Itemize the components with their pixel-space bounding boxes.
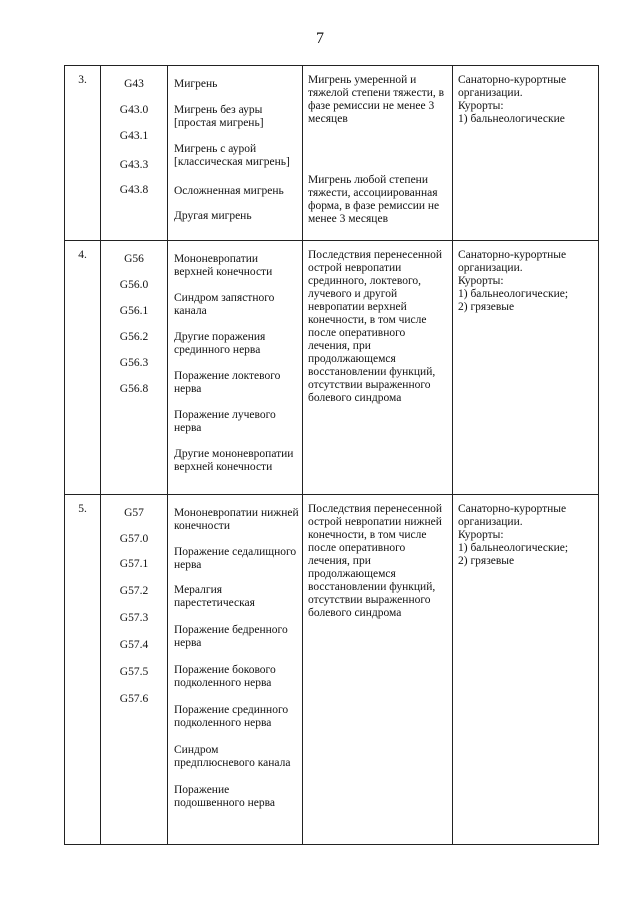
icd-code: G43.3: [119, 159, 149, 171]
condition-text: Последствия перенесенной острой невропатии срединного, локтевого, лучевого и другой невропатии верхней конечности, в том числе после оперативного лечения, при продолжающемся восстановлении функций, отсутствии выраженного болевого синдрома: [308, 249, 443, 404]
resort-line: Курорты:: [458, 529, 504, 541]
resort-cell: [453, 241, 599, 495]
resort-line: 1) бальнеологические;: [458, 542, 569, 554]
resort-line: Санаторно-курортные организации.: [458, 249, 567, 274]
resort-line: Санаторно-курортные организации.: [458, 74, 567, 99]
icd-code: G43.8: [119, 184, 149, 196]
condition-text: Мигрень умеренной и тяжелой степени тяжести, в фазе ремиссии не менее 3 месяцев: [308, 74, 445, 125]
diagnosis-name: Другие мононевропатии верхней конечности: [174, 448, 294, 473]
icd-code: G43.0: [119, 104, 149, 116]
diagnosis-name: Осложненная мигрень: [174, 185, 284, 197]
table-row: [65, 495, 599, 845]
icd-code: G56.8: [119, 383, 149, 395]
resort-line: 2) грязевые: [458, 301, 515, 313]
condition-text: Мигрень любой степени тяжести, ассоциированная форма, в фазе ремиссии не менее 3 месяцев: [308, 174, 440, 225]
treatment-table: [64, 65, 599, 845]
diagnosis-name: Поражение бедренного нерва: [174, 624, 288, 649]
icd-code: G56.3: [119, 357, 149, 369]
icd-code: G43.1: [119, 130, 149, 142]
icd-code: G43: [124, 78, 144, 90]
diagnosis-name: Другие поражения срединного нерва: [174, 331, 266, 356]
conditions-cell: [303, 495, 453, 845]
diagnosis-cell: [168, 66, 303, 241]
diagnosis-name: Поражение седалищного нерва: [174, 546, 297, 571]
diagnosis-name: Мигрень с аурой [классическая мигрень]: [174, 143, 290, 168]
icd-code: G56.2: [119, 331, 149, 343]
icd-code: G56.1: [119, 305, 149, 317]
code-cell: [101, 66, 168, 241]
diagnosis-name: Поражение срединного подколенного нерва: [174, 704, 289, 729]
diagnosis-name: Мералгия парестетическая: [174, 584, 255, 609]
table-row: [65, 66, 599, 241]
diagnosis-name: Поражение лучевого нерва: [174, 409, 276, 434]
resort-cell: [453, 66, 599, 241]
icd-code: G57.5: [119, 666, 149, 678]
conditions-cell: [303, 241, 453, 495]
diagnosis-cell: [168, 495, 303, 845]
diagnosis-name: Мигрень: [174, 78, 218, 90]
diagnosis-name: Синдром запястного канала: [174, 292, 275, 317]
icd-code: G57: [124, 507, 144, 519]
resort-line: Курорты:: [458, 275, 504, 287]
code-cell: [101, 495, 168, 845]
page-number: 7: [316, 30, 324, 47]
diagnosis-cell: [168, 241, 303, 495]
icd-code: G57.1: [119, 558, 149, 570]
diagnosis-name: Поражение локтевого нерва: [174, 370, 281, 395]
diagnosis-name: Поражение бокового подколенного нерва: [174, 664, 276, 689]
icd-code: G57.4: [119, 639, 149, 651]
icd-code: G56: [124, 253, 144, 265]
icd-code: G57.6: [119, 693, 149, 705]
resort-line: Санаторно-курортные организации.: [458, 503, 567, 528]
diagnosis-name: Мигрень без ауры [простая мигрень]: [174, 104, 264, 129]
resort-line: 1) бальнеологические;: [458, 288, 569, 300]
conditions-cell: [303, 66, 453, 241]
resort-line: Курорты:: [458, 100, 504, 112]
icd-code: G56.0: [119, 279, 149, 291]
code-cell: [101, 241, 168, 495]
icd-code: G57.2: [119, 585, 149, 597]
resort-cell: [453, 495, 599, 845]
icd-code: G57.3: [119, 612, 149, 624]
diagnosis-name: Мононевропатии нижней конечности: [174, 507, 299, 532]
table-row: [65, 241, 599, 495]
diagnosis-name: Мононевропатии верхней конечности: [174, 253, 273, 278]
diagnosis-name: Другая мигрень: [174, 210, 252, 222]
icd-code: G57.0: [119, 533, 149, 545]
diagnosis-name: Синдром предплюсневого канала: [174, 744, 291, 769]
row-number: 3.: [65, 66, 101, 241]
row-number: 5.: [65, 495, 101, 845]
resort-line: 1) бальнеологические: [458, 113, 565, 125]
diagnosis-name: Поражение подошвенного нерва: [174, 784, 276, 809]
condition-text: Последствия перенесенной острой невропатии нижней конечности, в том числе после оперативного лечения, при продолжающемся восстановлении функций, отсутствии выраженного болевого синдрома: [308, 503, 443, 619]
resort-line: 2) грязевые: [458, 555, 515, 567]
row-number: 4.: [65, 241, 101, 495]
